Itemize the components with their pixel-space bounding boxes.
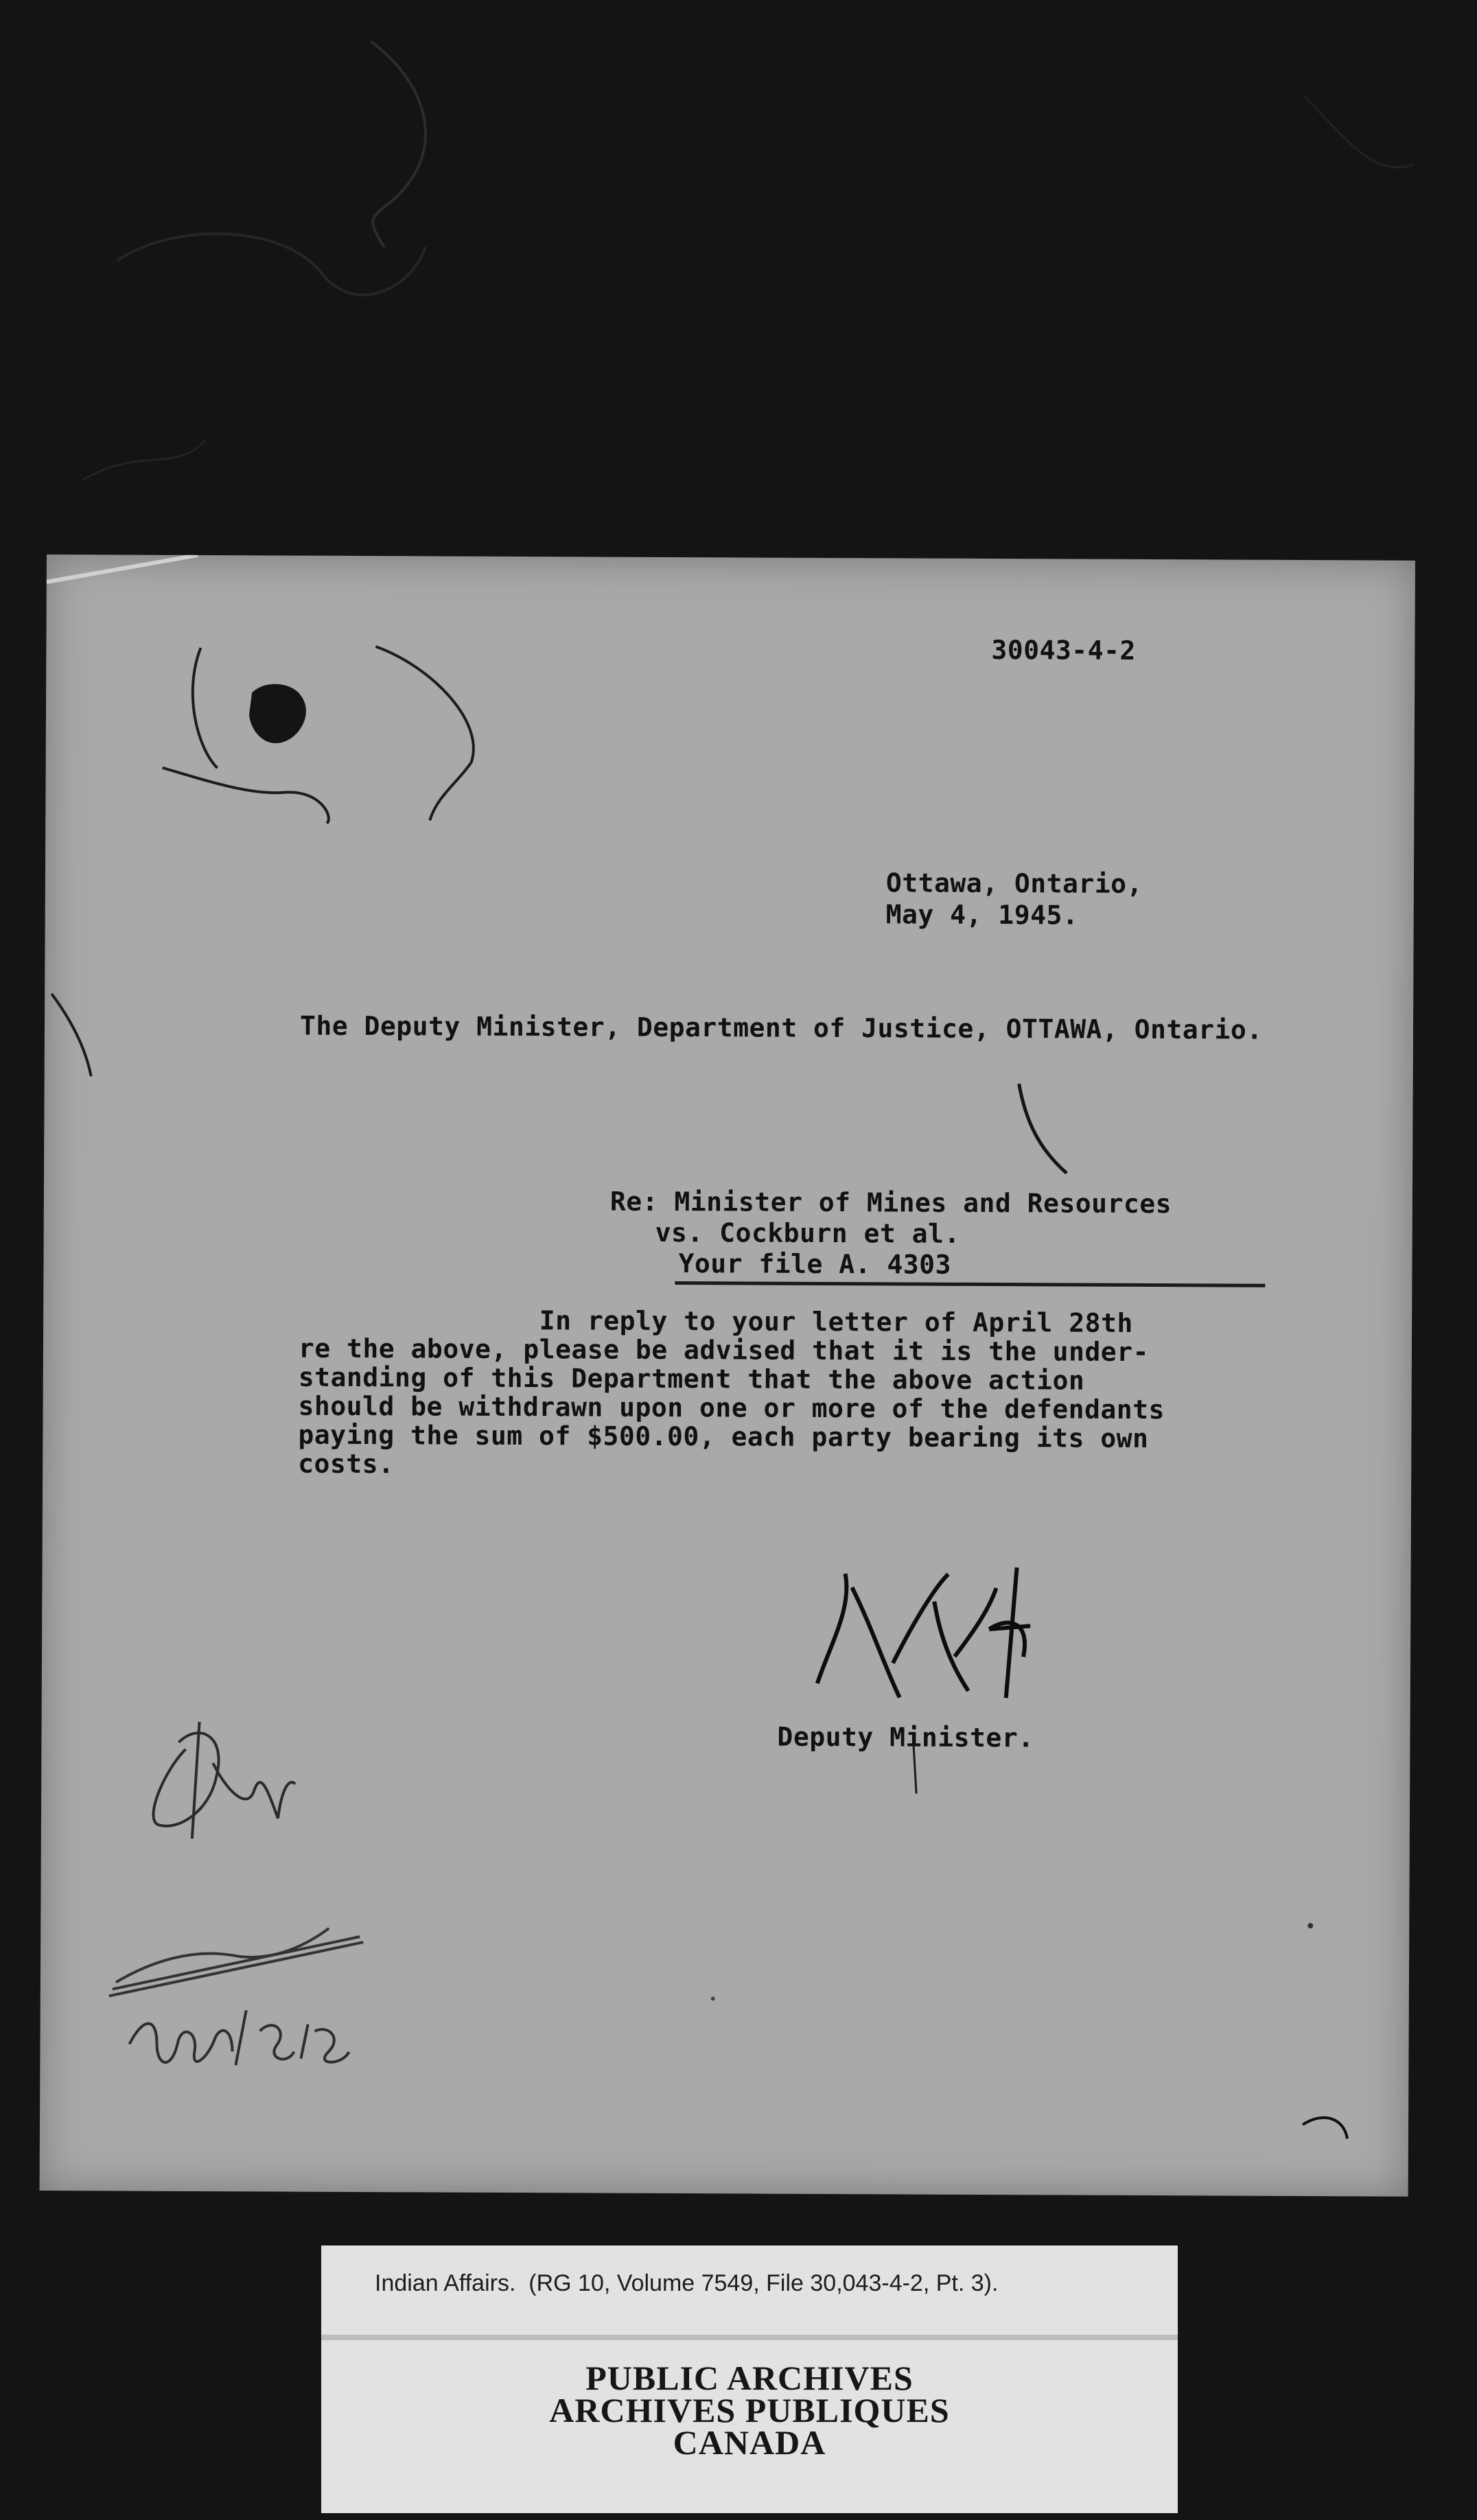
letter-date: May 4, 1945. [885, 899, 1079, 931]
stamp-line: ARCHIVES PUBLIQUES [549, 2391, 950, 2429]
body-line: should be withdrawn upon one or more of the defendants [298, 1390, 1165, 1425]
archive-label [321, 2245, 1178, 2513]
file-number: 30043-4-2 [991, 635, 1136, 666]
letter-page [40, 555, 1415, 2197]
body-line: costs. [298, 1448, 395, 1480]
signature-title: Deputy Minister. [777, 1721, 1034, 1753]
subject-line-1: Re: Minister of Mines and Resources [609, 1186, 1172, 1220]
punch-hole [249, 684, 306, 744]
handwritten-initials [153, 1722, 295, 1839]
subject-line-3: Your file A. 4303 [678, 1248, 952, 1280]
archive-reference: Indian Affairs. (RG 10, Volume 7549, File 30,043-4-2, Pt. 3). [375, 2270, 999, 2296]
crossed-out-note [109, 1927, 363, 1997]
body-line: re the above, please be advised that it is the under- [298, 1333, 1150, 1368]
film-background-strands [0, 0, 1477, 549]
stamp-line: CANADA [673, 2423, 826, 2462]
handwritten-date [129, 2010, 349, 2066]
body-line: paying the sum of $500.00, each party bearing its own [298, 1419, 1149, 1454]
body-line: standing of this Department that the above action [298, 1362, 1085, 1396]
label-divider [321, 2335, 1178, 2340]
body-line: In reply to your letter of April 28th [299, 1304, 1133, 1338]
stamp-line: PUBLIC ARCHIVES [585, 2359, 914, 2397]
addressee: The Deputy Minister, Department of Justice, OTTAWA, Ontario. [299, 1010, 1263, 1045]
signature-scrawl [817, 1567, 1031, 1698]
subject-line-2: vs. Cockburn et al. [655, 1217, 960, 1249]
letter-place: Ottawa, Ontario, [885, 867, 1143, 899]
